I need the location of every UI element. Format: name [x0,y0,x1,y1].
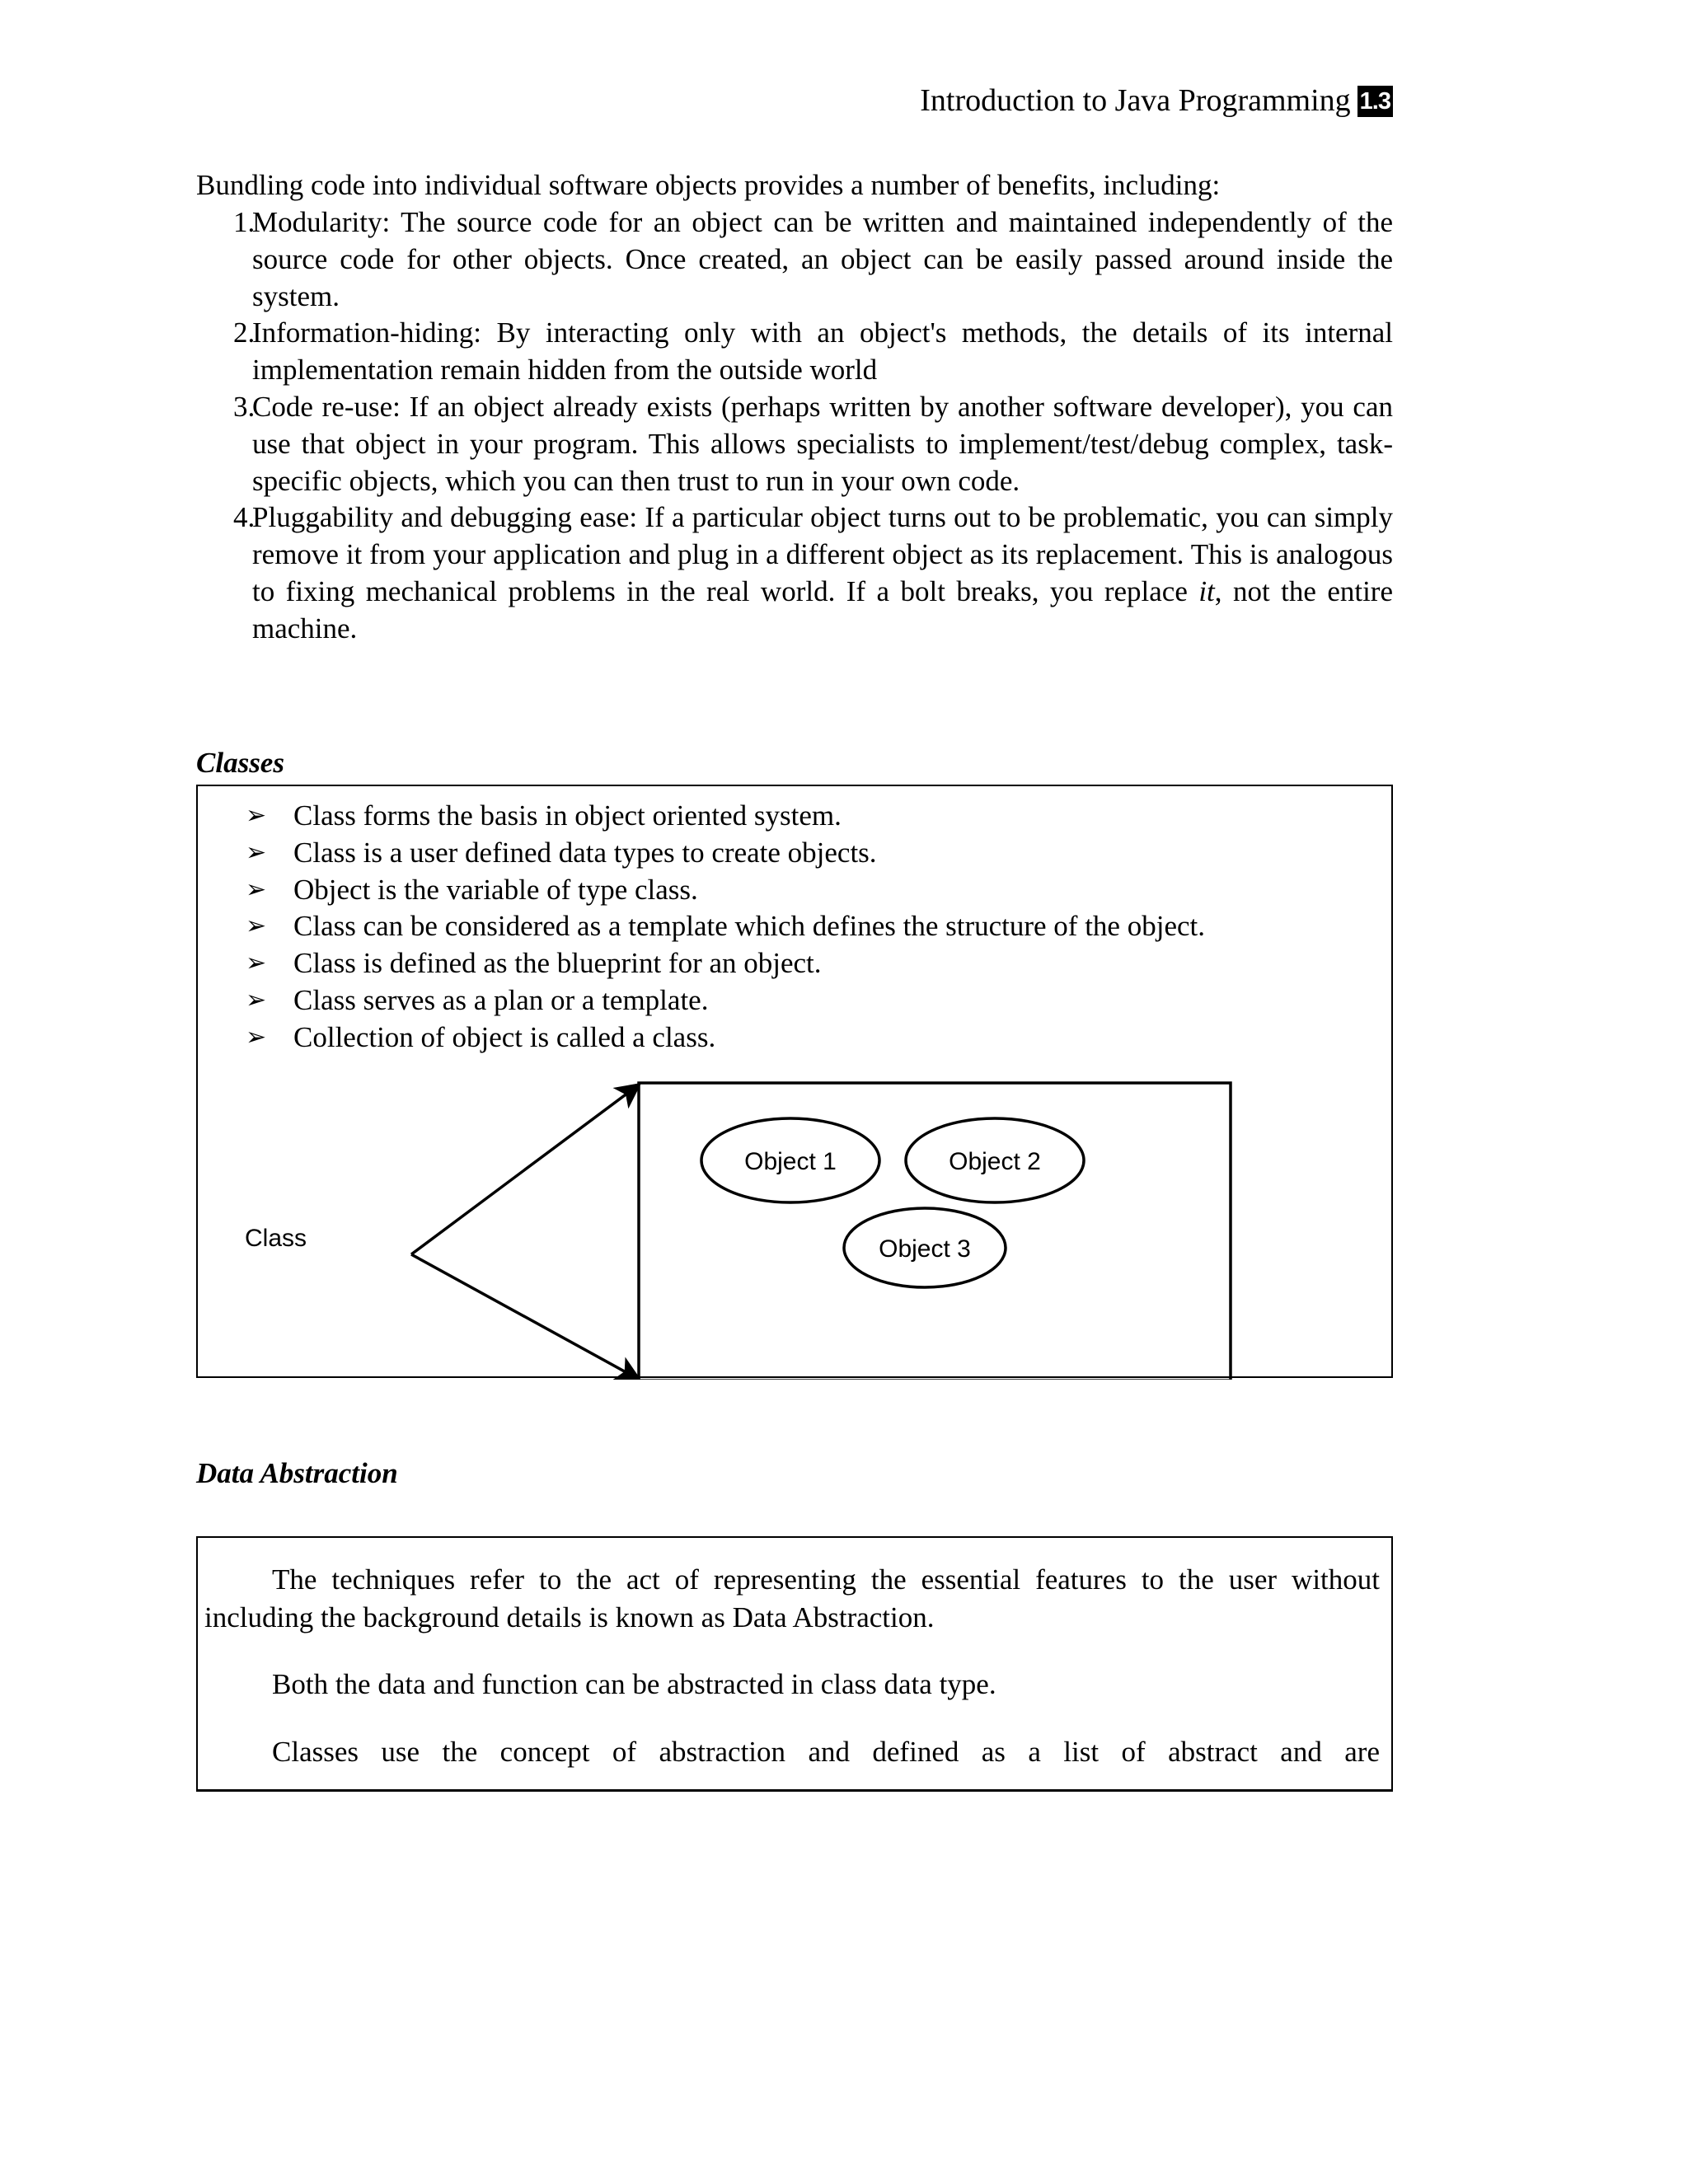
list-item [246,835,1342,872]
arrow-bullet-icon: ➢ [246,949,267,978]
list-item [196,499,1393,647]
list-item [246,1019,1342,1057]
classes-bullet-list [246,798,1342,1057]
list-item-label: Class forms the basis in object oriented system. [293,799,842,832]
list-item [196,315,1393,389]
object-2-ellipse [906,1118,1084,1202]
list-marker: 1. [233,206,256,238]
benefits-list [196,204,1393,648]
list-item-label: Class serves as a plan or a template. [293,983,709,1016]
paragraph: The techniques refer to the act of representing the essential features to the user without including the background details is known as Data Abstraction. [204,1563,1380,1633]
list-item [246,908,1342,945]
section-heading-data-abstraction: Data Abstraction [196,1457,398,1489]
list-item-label: Class can be considered as a template which defines the structure of the object. [293,910,1205,943]
intro-paragraph: Bundling code into individual software objects provides a number of benefits, including: [196,169,1221,201]
paragraph: Both the data and function can be abstracted in class data type. [272,1668,996,1700]
arrow-bullet-icon: ➢ [246,801,267,830]
page-number-badge: 1.3 [1357,86,1393,117]
data-abstraction-content [198,1538,1391,1792]
object-2-label: Object 2 [949,1148,1041,1175]
list-marker: 2. [233,316,256,349]
list-item [246,945,1342,982]
list-item [246,872,1342,909]
list-item-label: Class is defined as the blueprint for an object. [293,947,822,980]
arrow-bullet-icon: ➢ [246,985,267,1015]
class-arrow-upper [411,1085,638,1254]
list-marker: 3. [233,390,256,423]
list-item [196,204,1393,315]
list-item-label: Collection of object is called a class. [293,1020,716,1053]
list-item-text-part: , not the entire machine. [252,574,1394,644]
object-1-label: Object 1 [744,1148,837,1175]
list-item-text: Information-hiding: By interacting only with an object's methods, the details of its internal implementation remain hidden from the outside world [252,316,1393,387]
list-marker: 4. [233,501,256,534]
list-item-label: Class is a user defined data types to create objects. [293,836,877,869]
list-item-text-part: Pluggability and debugging ease: If a particular object turns out to be problematic, you can simply remove it from your application and plug in a different object as its replacement. This is analogous to fixing mechanical problems in the real world. If a bolt breaks, you replace [252,501,1393,607]
arrow-bullet-icon: ➢ [246,912,267,941]
list-item [196,389,1393,499]
list-item-text [252,499,1393,647]
arrow-bullet-icon: ➢ [246,837,267,867]
object-1-ellipse [701,1118,879,1202]
class-arrow-lower [411,1254,638,1379]
page-header [196,82,1393,120]
section-heading-classes: Classes [196,747,284,779]
object-3-ellipse [844,1208,1006,1287]
list-item-text: Code re-use: If an object already exists (perhaps written by another software developer), you can use that object in your program. This allows specialists to implement/test/debug complex, task-specific objects, which you can then trust to run in your own code. [252,390,1393,497]
list-item-label: Object is the variable of type class. [293,873,698,906]
class-label: Class [245,1225,307,1252]
list-item-text: Modularity: The source code for an object can be written and maintained independently of the source code for other objects. Once created, an object can be easily passed around inside the system. [252,206,1393,312]
list-item [246,798,1342,835]
arrow-bullet-icon: ➢ [246,874,267,904]
object-3-label: Object 3 [879,1235,971,1263]
emphasized-word: it [1198,574,1215,607]
paragraph: Classes use the concept of abstraction and defined as a list of abstract and are [272,1735,1380,1768]
arrow-bullet-icon: ➢ [246,1022,267,1052]
data-abstraction-box [196,1536,1393,1792]
objects-container-rect [639,1083,1231,1380]
classes-content-box [196,785,1393,1378]
list-item [246,982,1342,1019]
header-title: Introduction to Java Programming [920,83,1351,118]
